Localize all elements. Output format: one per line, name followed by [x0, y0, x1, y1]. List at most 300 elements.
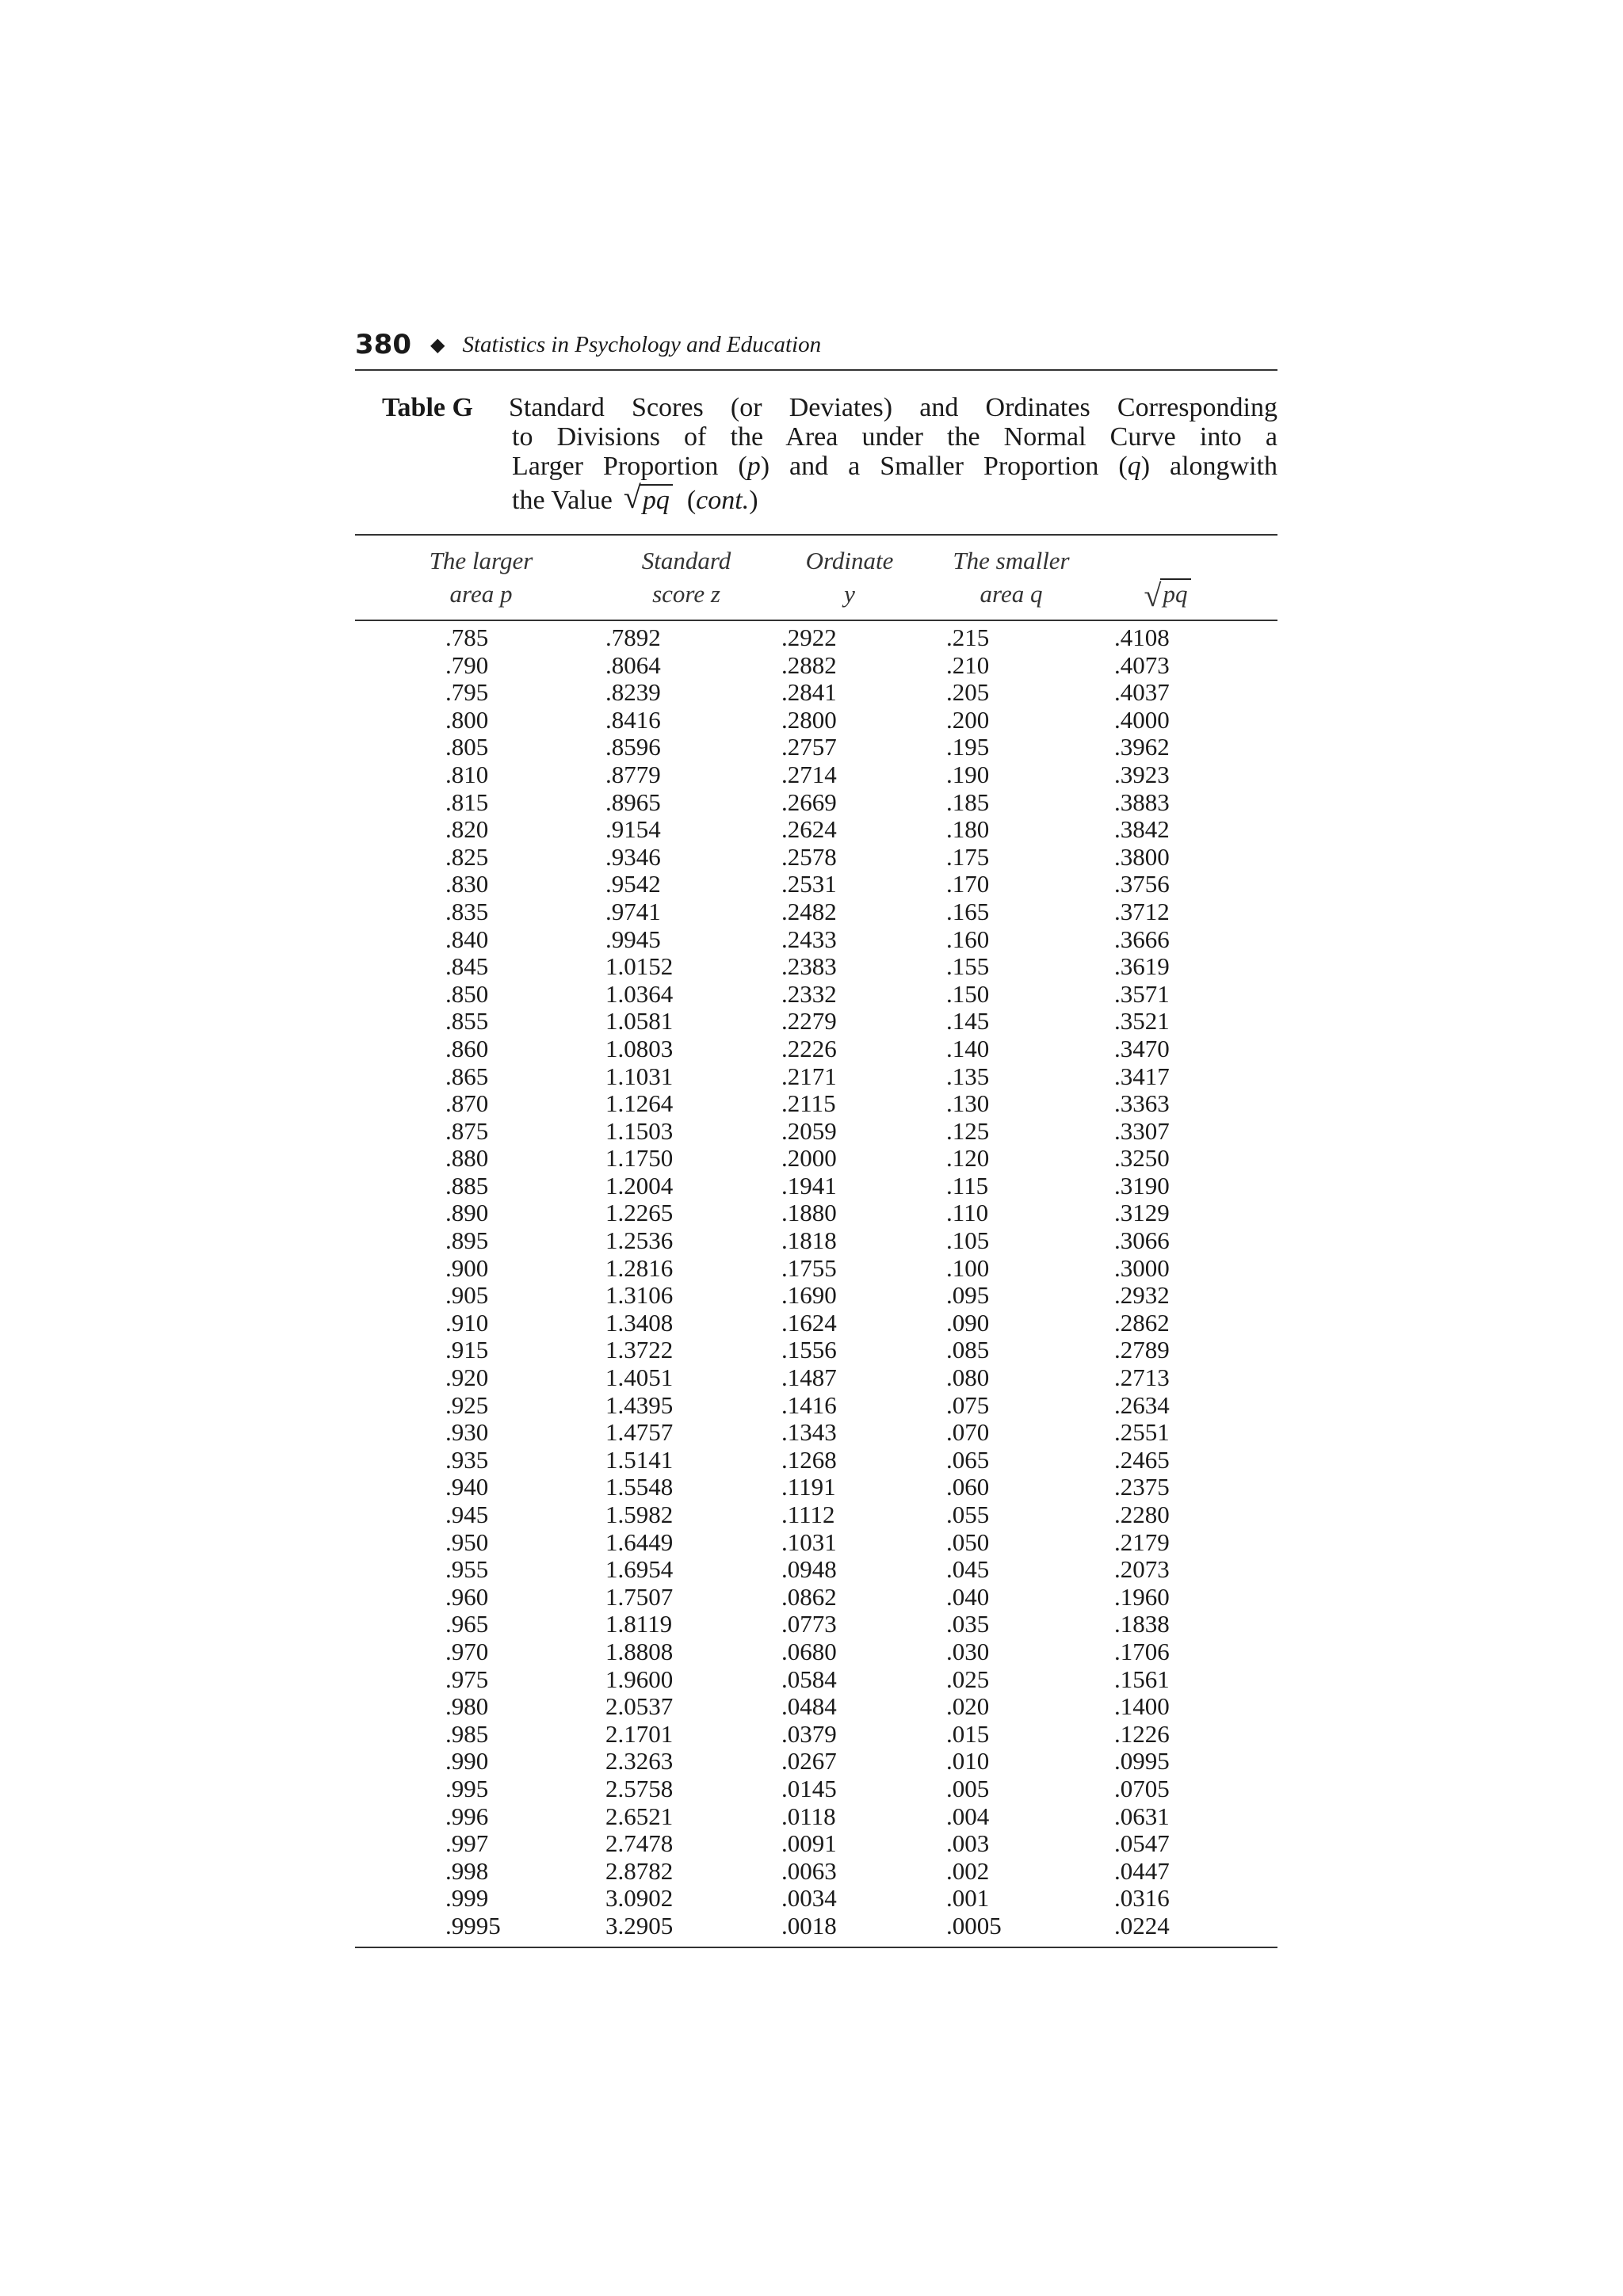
cell-smaller-area: .055: [946, 1501, 990, 1528]
cell-ordinate: .2383: [781, 952, 837, 981]
cell-larger-area: .980: [445, 1692, 489, 1721]
cell-larger-area: .930: [445, 1418, 489, 1447]
cell-ordinate: .0118: [781, 1802, 836, 1830]
cell-larger-area: .890: [445, 1199, 489, 1227]
cell-ordinate: .2922: [781, 624, 837, 651]
cell-standard-score: 1.1503: [605, 1116, 674, 1145]
cell-standard-score: 1.3408: [605, 1308, 674, 1337]
cell-larger-area: .850: [445, 979, 489, 1008]
cell-ordinate: .2482: [781, 897, 837, 925]
cell-smaller-area: .050: [946, 1527, 990, 1556]
table-row: [355, 1255, 1277, 1283]
table-row: [355, 1282, 1277, 1310]
cell-ordinate: .2059: [781, 1116, 837, 1145]
cell-larger-area: .830: [445, 870, 489, 898]
cell-larger-area: .945: [445, 1501, 489, 1528]
table-row: [355, 1035, 1277, 1063]
cell-ordinate: .2882: [781, 650, 837, 679]
cell-sqrt-pq: .2073: [1114, 1555, 1170, 1584]
cell-standard-score: 1.2816: [605, 1253, 674, 1282]
cell-larger-area: .795: [445, 678, 489, 707]
cell-smaller-area: .190: [946, 760, 990, 788]
cell-larger-area: .999: [445, 1884, 489, 1913]
cell-standard-score: 1.8808: [605, 1637, 674, 1665]
cell-ordinate: .1941: [781, 1171, 837, 1199]
cell-ordinate: .1487: [781, 1363, 837, 1392]
cell-sqrt-pq: .3712: [1114, 897, 1170, 925]
cell-sqrt-pq: .2375: [1114, 1473, 1170, 1501]
cell-larger-area: .870: [445, 1089, 489, 1118]
cell-larger-area: .997: [445, 1829, 489, 1858]
cell-sqrt-pq: .2551: [1114, 1418, 1170, 1447]
cell-smaller-area: .170: [946, 870, 990, 898]
table-row: [355, 1199, 1277, 1227]
cell-smaller-area: .205: [946, 678, 990, 707]
cell-sqrt-pq: .2862: [1114, 1308, 1170, 1337]
cell-smaller-area: .090: [946, 1308, 990, 1337]
cell-smaller-area: .045: [946, 1555, 990, 1584]
table-row: [355, 1638, 1277, 1666]
cell-sqrt-pq: .2789: [1114, 1336, 1170, 1364]
cell-standard-score: 1.3722: [605, 1336, 674, 1364]
cell-sqrt-pq: .0316: [1114, 1884, 1170, 1913]
cell-larger-area: .965: [445, 1610, 489, 1638]
cell-sqrt-pq: .2465: [1114, 1445, 1170, 1474]
cell-larger-area: .915: [445, 1336, 489, 1364]
table-row: [355, 1556, 1277, 1584]
table-row: [355, 1227, 1277, 1255]
table-caption: [355, 393, 1277, 515]
header-larger-area: The larger area p: [429, 547, 533, 608]
cell-larger-area: .955: [445, 1555, 489, 1584]
cell-smaller-area: .155: [946, 952, 990, 981]
cell-smaller-area: .001: [946, 1884, 990, 1913]
cell-ordinate: .1818: [781, 1226, 837, 1255]
cell-ordinate: .2332: [781, 979, 837, 1008]
cell-smaller-area: .085: [946, 1336, 990, 1364]
book-page: [355, 325, 1277, 1948]
cell-larger-area: .960: [445, 1582, 489, 1611]
cell-smaller-area: .210: [946, 650, 990, 679]
cell-ordinate: .1191: [781, 1473, 836, 1501]
cell-sqrt-pq: .1960: [1114, 1582, 1170, 1611]
cell-smaller-area: .035: [946, 1610, 990, 1638]
cell-standard-score: .8239: [605, 678, 661, 707]
cell-larger-area: .790: [445, 650, 489, 679]
table-header: [355, 536, 1277, 620]
cell-standard-score: 1.2265: [605, 1199, 674, 1227]
table-row: [355, 1885, 1277, 1913]
cell-sqrt-pq: .0631: [1114, 1802, 1170, 1830]
cell-ordinate: .1416: [781, 1390, 837, 1419]
cell-sqrt-pq: .0995: [1114, 1747, 1170, 1775]
cell-sqrt-pq: .3571: [1114, 979, 1170, 1008]
running-head: [355, 325, 1277, 371]
table-row: [355, 871, 1277, 898]
cell-larger-area: .900: [445, 1253, 489, 1282]
cell-ordinate: .0091: [781, 1829, 837, 1858]
cell-ordinate: .1880: [781, 1199, 837, 1227]
cell-standard-score: .8779: [605, 760, 661, 788]
cell-standard-score: 1.0152: [605, 952, 674, 981]
cell-sqrt-pq: .1561: [1114, 1665, 1170, 1693]
table-row: [355, 898, 1277, 926]
cell-ordinate: .2578: [781, 842, 837, 871]
cell-standard-score: .9346: [605, 842, 661, 871]
cell-sqrt-pq: .1706: [1114, 1637, 1170, 1665]
cell-sqrt-pq: .1838: [1114, 1610, 1170, 1638]
cont-note: cont.: [696, 486, 750, 515]
table-row: [355, 981, 1277, 1009]
cell-standard-score: 3.0902: [605, 1884, 674, 1913]
table-row: [355, 734, 1277, 761]
cell-sqrt-pq: .4108: [1114, 624, 1170, 651]
cell-smaller-area: .060: [946, 1473, 990, 1501]
caption-line-4: the Value √ pq (cont.): [512, 479, 758, 515]
cell-larger-area: .785: [445, 624, 489, 651]
cell-ordinate: .0773: [781, 1610, 837, 1638]
table-row: [355, 1419, 1277, 1447]
header-ordinate: Ordinate y: [805, 547, 894, 608]
cell-larger-area: .935: [445, 1445, 489, 1474]
cell-ordinate: .0379: [781, 1719, 837, 1748]
cell-larger-area: .998: [445, 1856, 489, 1885]
cell-sqrt-pq: .0705: [1114, 1774, 1170, 1802]
cell-larger-area: .800: [445, 705, 489, 734]
cell-smaller-area: .215: [946, 624, 990, 651]
cell-larger-area: .860: [445, 1034, 489, 1062]
cell-standard-score: .9741: [605, 897, 661, 925]
cell-standard-score: 2.6521: [605, 1802, 674, 1830]
cell-smaller-area: .040: [946, 1582, 990, 1611]
cell-standard-score: 1.0581: [605, 1007, 674, 1035]
table-bottom-rule: [355, 1947, 1277, 1948]
diamond-icon: ◆: [430, 334, 445, 356]
cell-larger-area: .855: [445, 1007, 489, 1035]
cell-ordinate: .0145: [781, 1774, 837, 1802]
cell-larger-area: .880: [445, 1144, 489, 1173]
cell-larger-area: .825: [445, 842, 489, 871]
cell-standard-score: .8416: [605, 705, 661, 734]
cell-standard-score: 1.5982: [605, 1501, 674, 1528]
cell-ordinate: .2433: [781, 925, 837, 953]
table-row: [355, 1447, 1277, 1474]
table-row: [355, 1721, 1277, 1749]
cell-standard-score: 1.9600: [605, 1665, 674, 1693]
table-label: Table G: [382, 393, 473, 422]
cell-larger-area: .950: [445, 1527, 489, 1556]
cell-ordinate: .2171: [781, 1062, 837, 1090]
page-number: 380: [355, 329, 411, 360]
cell-sqrt-pq: .3470: [1114, 1034, 1170, 1062]
table-row: [355, 1693, 1277, 1721]
cell-sqrt-pq: .0547: [1114, 1829, 1170, 1858]
cell-standard-score: 1.4757: [605, 1418, 674, 1447]
cell-sqrt-pq: .4037: [1114, 678, 1170, 707]
cell-sqrt-pq: .2280: [1114, 1501, 1170, 1528]
cell-smaller-area: .145: [946, 1007, 990, 1035]
cell-standard-score: 2.8782: [605, 1856, 674, 1885]
cell-ordinate: .2226: [781, 1034, 837, 1062]
cell-smaller-area: .130: [946, 1089, 990, 1118]
cell-ordinate: .1556: [781, 1336, 837, 1364]
cell-smaller-area: .030: [946, 1637, 990, 1665]
cell-larger-area: .920: [445, 1363, 489, 1392]
cell-ordinate: .2000: [781, 1144, 837, 1173]
cell-ordinate: .0584: [781, 1665, 837, 1693]
cell-ordinate: .2714: [781, 760, 837, 788]
cell-smaller-area: .003: [946, 1829, 990, 1858]
cell-larger-area: .996: [445, 1802, 489, 1830]
table-row: [355, 624, 1277, 652]
cell-smaller-area: .115: [946, 1171, 989, 1199]
cell-smaller-area: .160: [946, 925, 990, 953]
cell-standard-score: .7892: [605, 624, 661, 651]
caption-line-1: Standard Scores (or Deviates) and Ordinates Corresponding: [509, 393, 1277, 422]
cell-smaller-area: .135: [946, 1062, 990, 1090]
cell-sqrt-pq: .3800: [1114, 842, 1170, 871]
cell-ordinate: .1690: [781, 1281, 837, 1310]
cell-smaller-area: .175: [946, 842, 990, 871]
header-standard-score: Standard score z: [641, 547, 731, 608]
cell-standard-score: 2.0537: [605, 1692, 674, 1721]
cell-standard-score: 1.1264: [605, 1089, 674, 1118]
cell-sqrt-pq: .3842: [1114, 815, 1170, 844]
cell-larger-area: .910: [445, 1308, 489, 1337]
table-row: [355, 1063, 1277, 1091]
cell-standard-score: 2.5758: [605, 1774, 674, 1802]
cell-ordinate: .2669: [781, 788, 837, 816]
cell-smaller-area: .020: [946, 1692, 990, 1721]
cell-larger-area: .905: [445, 1281, 489, 1310]
cell-sqrt-pq: .2713: [1114, 1363, 1170, 1392]
cell-sqrt-pq: .3619: [1114, 952, 1170, 981]
cell-ordinate: .0862: [781, 1582, 837, 1611]
cell-standard-score: 1.4051: [605, 1363, 674, 1392]
cell-ordinate: .0680: [781, 1637, 837, 1665]
table-row: [355, 926, 1277, 954]
cell-smaller-area: .005: [946, 1774, 990, 1802]
cell-sqrt-pq: .3756: [1114, 870, 1170, 898]
cell-sqrt-pq: .2179: [1114, 1527, 1170, 1556]
table-row: [355, 761, 1277, 789]
cell-standard-score: .8064: [605, 650, 661, 679]
header-smaller-area: The smaller area q: [953, 547, 1070, 608]
cell-standard-score: 1.6449: [605, 1527, 674, 1556]
cell-sqrt-pq: .3521: [1114, 1007, 1170, 1035]
cell-larger-area: .975: [445, 1665, 489, 1693]
cell-smaller-area: .075: [946, 1390, 990, 1419]
cell-larger-area: .885: [445, 1171, 489, 1199]
table-row: [355, 1775, 1277, 1803]
cell-standard-score: 2.3263: [605, 1747, 674, 1775]
cell-sqrt-pq: .3000: [1114, 1253, 1170, 1282]
cell-ordinate: .0063: [781, 1856, 837, 1885]
cell-smaller-area: .0005: [946, 1911, 1002, 1939]
cell-standard-score: .9945: [605, 925, 661, 953]
table-row: [355, 1913, 1277, 1940]
cell-standard-score: 3.2905: [605, 1911, 674, 1939]
cell-ordinate: .0034: [781, 1884, 837, 1913]
table-row: [355, 1584, 1277, 1611]
table-row: [355, 844, 1277, 871]
cell-ordinate: .1755: [781, 1253, 837, 1282]
symbol-p: p: [747, 452, 761, 481]
cell-ordinate: .1112: [781, 1501, 835, 1528]
table-row: [355, 1145, 1277, 1173]
cell-sqrt-pq: .3883: [1114, 788, 1170, 816]
table-row: [355, 1748, 1277, 1775]
table-caption-text: [509, 393, 1277, 515]
cell-smaller-area: .200: [946, 705, 990, 734]
sqrt-pq-symbol: √ pq: [625, 486, 673, 515]
cell-standard-score: 1.5548: [605, 1473, 674, 1501]
table-row: [355, 789, 1277, 817]
cell-standard-score: 2.7478: [605, 1829, 674, 1858]
cell-sqrt-pq: .3250: [1114, 1144, 1170, 1173]
cell-sqrt-pq: .3066: [1114, 1226, 1170, 1255]
cell-sqrt-pq: .2634: [1114, 1390, 1170, 1419]
cell-ordinate: .2841: [781, 678, 837, 707]
table-row: [355, 1310, 1277, 1337]
cell-larger-area: .810: [445, 760, 489, 788]
table-row: [355, 953, 1277, 981]
cell-ordinate: .1031: [781, 1527, 837, 1556]
table-row: [355, 1666, 1277, 1694]
book-title: Statistics in Psychology and Education: [462, 331, 822, 357]
cell-smaller-area: .025: [946, 1665, 990, 1693]
cell-smaller-area: .165: [946, 897, 990, 925]
table-row: [355, 1611, 1277, 1638]
cell-larger-area: .835: [445, 897, 489, 925]
table-row: [355, 1008, 1277, 1035]
cell-sqrt-pq: .0224: [1114, 1911, 1170, 1939]
cell-ordinate: .2531: [781, 870, 837, 898]
table-body: [355, 621, 1277, 1940]
cell-standard-score: 1.2536: [605, 1226, 674, 1255]
cell-standard-score: 1.0803: [605, 1034, 674, 1062]
cell-sqrt-pq: .3307: [1114, 1116, 1170, 1145]
cell-smaller-area: .004: [946, 1802, 990, 1830]
table-row: [355, 1392, 1277, 1420]
table-row: [355, 1474, 1277, 1501]
cell-smaller-area: .080: [946, 1363, 990, 1392]
cell-sqrt-pq: .3129: [1114, 1199, 1170, 1227]
cell-standard-score: 1.0364: [605, 979, 674, 1008]
cell-standard-score: 1.1031: [605, 1062, 674, 1090]
table-row: [355, 1858, 1277, 1886]
cell-standard-score: 1.7507: [605, 1582, 674, 1611]
cell-smaller-area: .095: [946, 1281, 990, 1310]
cell-standard-score: .9154: [605, 815, 661, 844]
header-sqrt-pq: √ pq: [1089, 536, 1247, 620]
caption-line-3: Larger Proportion (p) and a Smaller Proportion (q) alongwith: [512, 452, 1277, 481]
cell-larger-area: .9995: [445, 1911, 501, 1939]
cell-smaller-area: .185: [946, 788, 990, 816]
table-row: [355, 1830, 1277, 1858]
cell-smaller-area: .100: [946, 1253, 990, 1282]
table-row: [355, 1118, 1277, 1146]
cell-standard-score: 1.6954: [605, 1555, 674, 1584]
table-row: [355, 1173, 1277, 1200]
table-row: [355, 1803, 1277, 1831]
cell-ordinate: .0018: [781, 1911, 837, 1939]
table-row: [355, 1364, 1277, 1392]
cell-smaller-area: .065: [946, 1445, 990, 1474]
cell-sqrt-pq: .3666: [1114, 925, 1170, 953]
cell-larger-area: .805: [445, 733, 489, 761]
cell-larger-area: .985: [445, 1719, 489, 1748]
table-row: [355, 1090, 1277, 1118]
cell-ordinate: .0948: [781, 1555, 837, 1584]
cell-larger-area: .875: [445, 1116, 489, 1145]
symbol-q: q: [1127, 452, 1141, 481]
cell-sqrt-pq: .2932: [1114, 1281, 1170, 1310]
cell-larger-area: .815: [445, 788, 489, 816]
cell-smaller-area: .010: [946, 1747, 990, 1775]
cell-ordinate: .2115: [781, 1089, 836, 1118]
cell-smaller-area: .015: [946, 1719, 990, 1748]
cell-smaller-area: .120: [946, 1144, 990, 1173]
cell-smaller-area: .070: [946, 1418, 990, 1447]
cell-larger-area: .845: [445, 952, 489, 981]
table-row: [355, 652, 1277, 680]
cell-ordinate: .2800: [781, 705, 837, 734]
table-row: [355, 1337, 1277, 1364]
cell-sqrt-pq: .3190: [1114, 1171, 1170, 1199]
cell-smaller-area: .180: [946, 815, 990, 844]
table-row: [355, 707, 1277, 734]
cell-standard-score: 1.1750: [605, 1144, 674, 1173]
table-row: [355, 1501, 1277, 1529]
cell-ordinate: .1343: [781, 1418, 837, 1447]
cell-standard-score: .8596: [605, 733, 661, 761]
cell-larger-area: .925: [445, 1390, 489, 1419]
cell-larger-area: .895: [445, 1226, 489, 1255]
cell-standard-score: 1.2004: [605, 1171, 674, 1199]
cell-sqrt-pq: .1400: [1114, 1692, 1170, 1721]
cell-ordinate: .1624: [781, 1308, 837, 1337]
cell-ordinate: .2279: [781, 1007, 837, 1035]
cell-ordinate: .1268: [781, 1445, 837, 1474]
cell-smaller-area: .195: [946, 733, 990, 761]
caption-line-2: to Divisions of the Area under the Normal Curve into a: [512, 422, 1277, 452]
cell-ordinate: .2624: [781, 815, 837, 844]
table-row: [355, 679, 1277, 707]
cell-larger-area: .820: [445, 815, 489, 844]
cell-standard-score: 1.4395: [605, 1390, 674, 1419]
cell-sqrt-pq: .3923: [1114, 760, 1170, 788]
cell-sqrt-pq: .3363: [1114, 1089, 1170, 1118]
cell-larger-area: .840: [445, 925, 489, 953]
cell-smaller-area: .150: [946, 979, 990, 1008]
cell-smaller-area: .140: [946, 1034, 990, 1062]
table-row: [355, 1529, 1277, 1557]
cell-sqrt-pq: .0447: [1114, 1856, 1170, 1885]
cell-smaller-area: .105: [946, 1226, 990, 1255]
cell-larger-area: .940: [445, 1473, 489, 1501]
cell-larger-area: .865: [445, 1062, 489, 1090]
cell-sqrt-pq: .3417: [1114, 1062, 1170, 1090]
cell-ordinate: .0267: [781, 1747, 837, 1775]
table-row: [355, 816, 1277, 844]
cell-larger-area: .970: [445, 1637, 489, 1665]
cell-standard-score: 1.3106: [605, 1281, 674, 1310]
cell-larger-area: .990: [445, 1747, 489, 1775]
cell-sqrt-pq: .4000: [1114, 705, 1170, 734]
cell-smaller-area: .002: [946, 1856, 990, 1885]
cell-larger-area: .995: [445, 1774, 489, 1802]
